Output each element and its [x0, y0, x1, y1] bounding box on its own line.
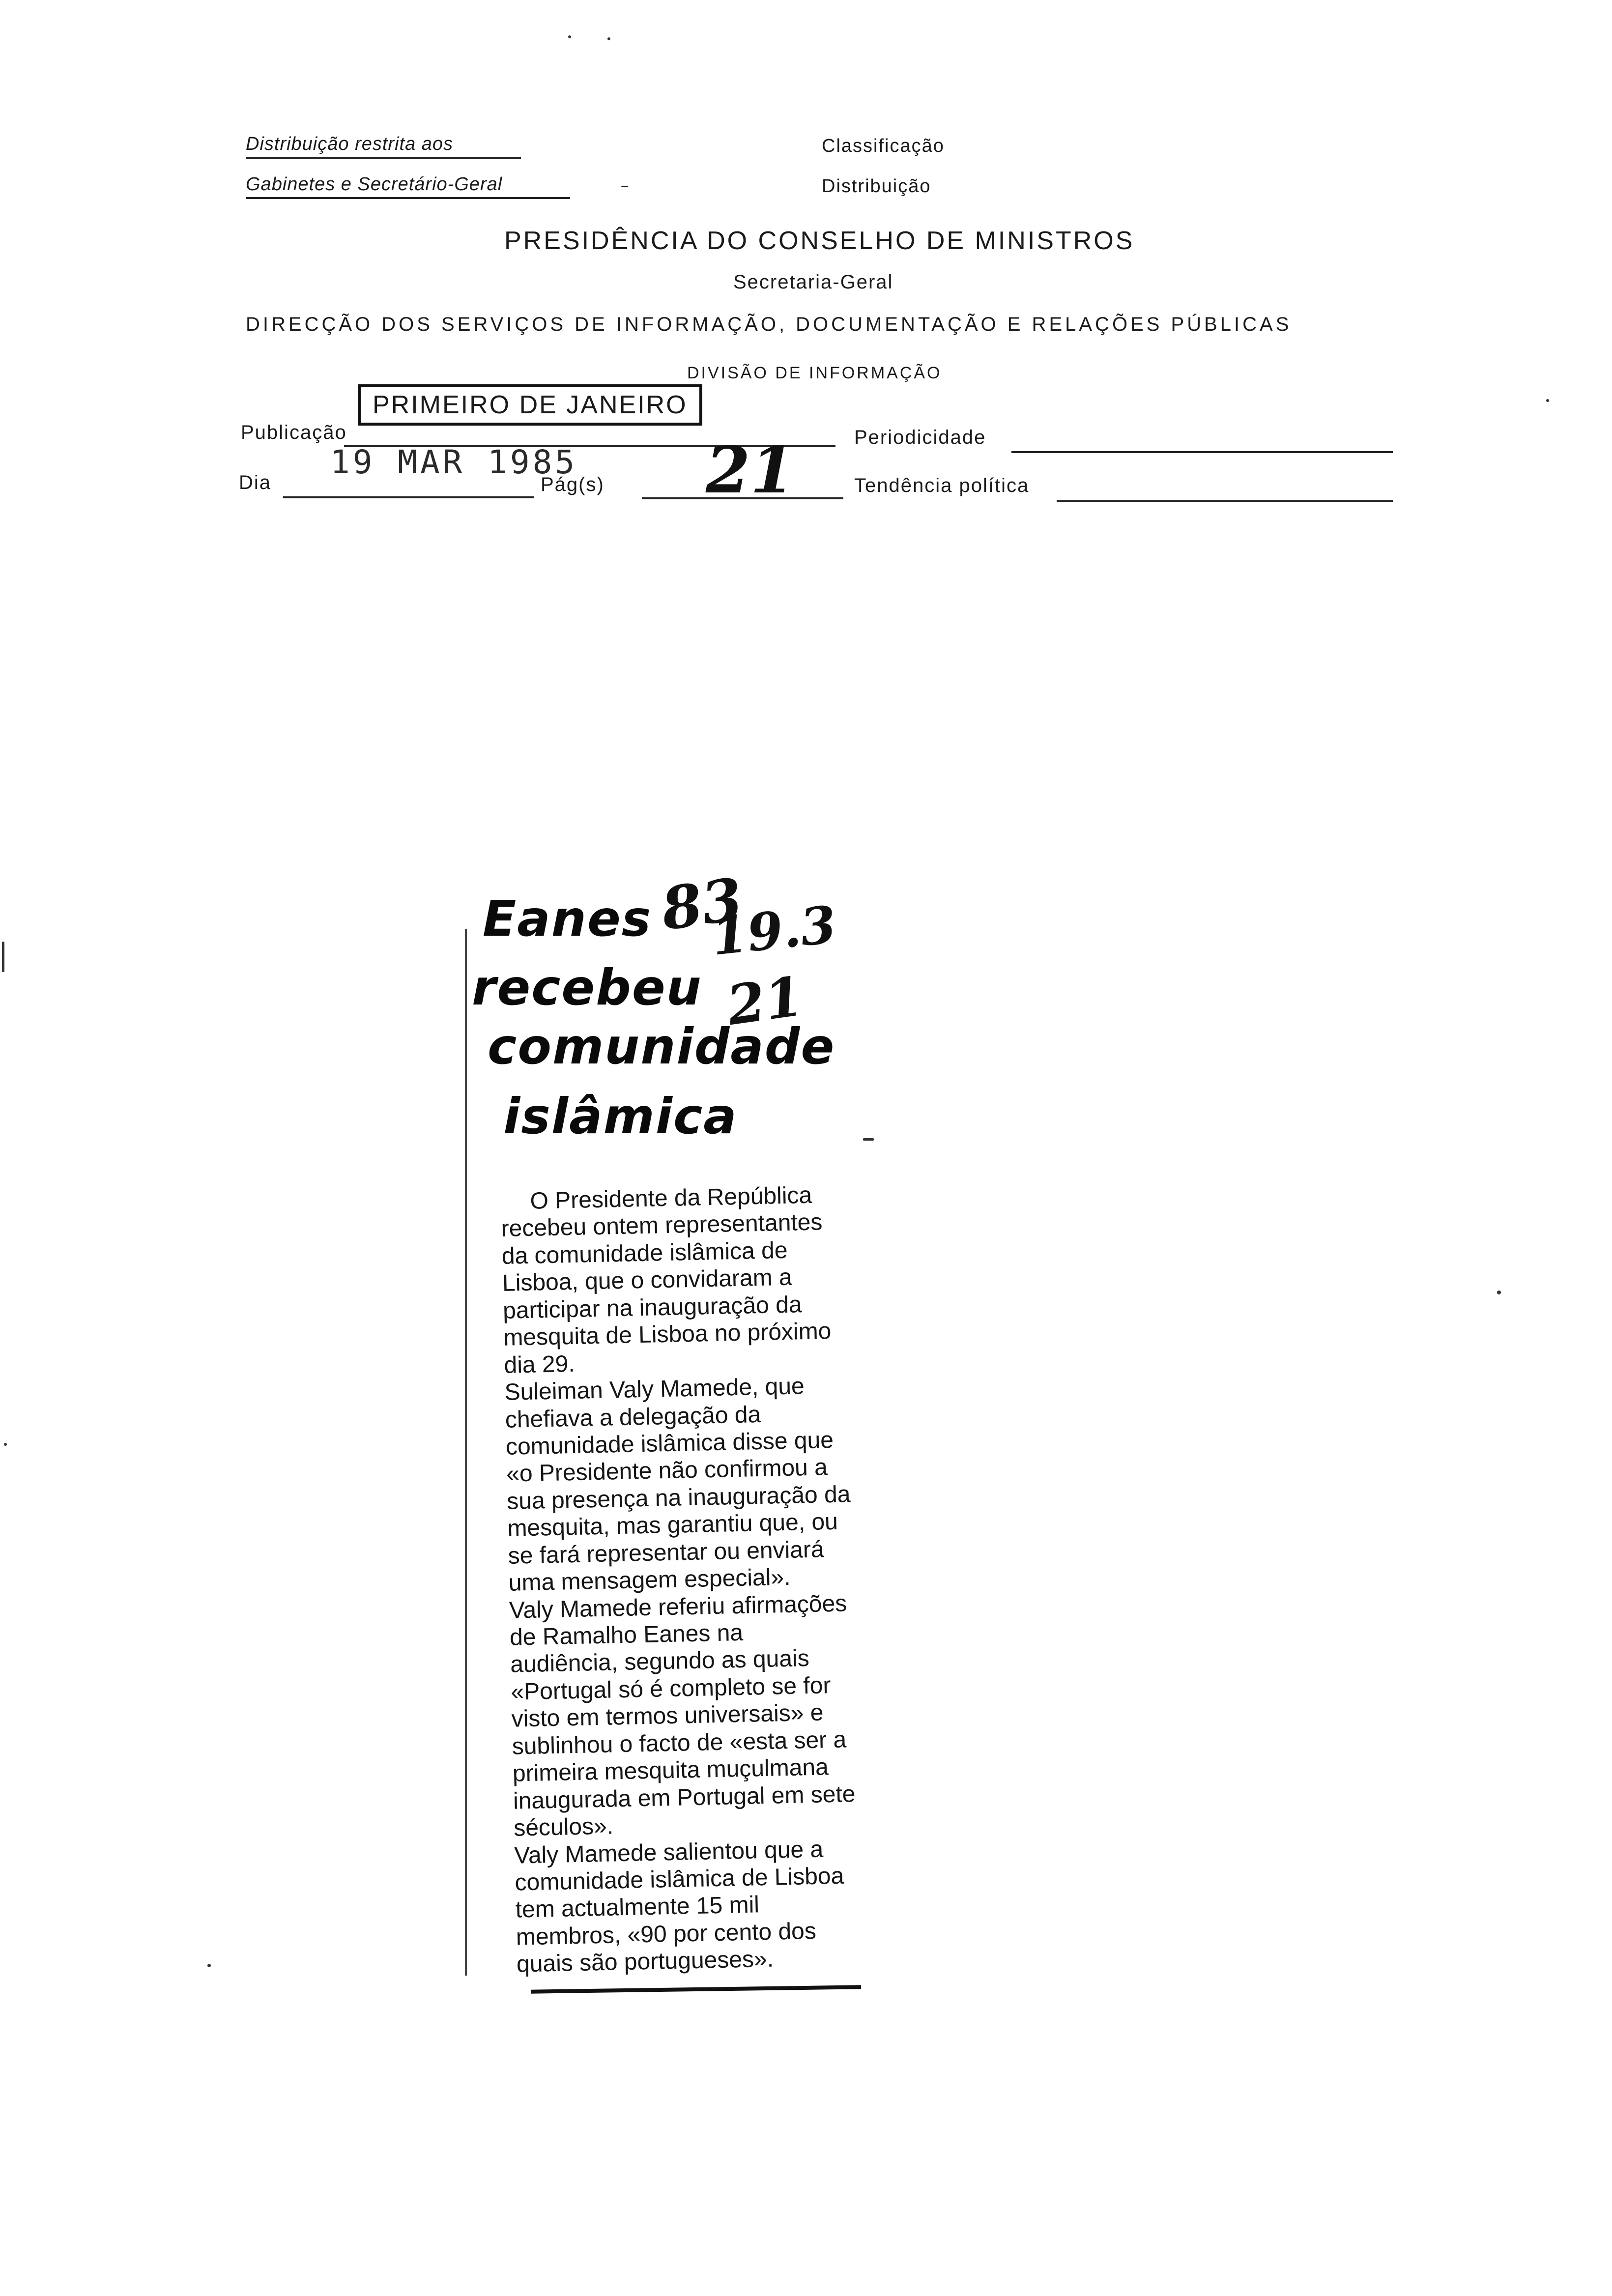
handwritten-annotation-line2: 19.3: [709, 894, 839, 967]
headline-line2: recebeu: [472, 959, 702, 1016]
political-tendency-label: Tendência política: [854, 475, 1030, 496]
classification-label: Classificação: [822, 136, 945, 156]
scan-speck: [1546, 399, 1549, 402]
headline-line4: islâmica: [503, 1088, 738, 1145]
scan-speck: [863, 1138, 874, 1141]
headline-line1: Eanes: [483, 890, 652, 947]
stray-mark-icon: ⁻: [620, 180, 629, 199]
scan-speck: [1497, 1291, 1501, 1294]
pages-label: Pág(s): [541, 474, 604, 495]
scan-speck: [607, 37, 610, 40]
scan-speck: [207, 1964, 211, 1967]
periodicity-field-line: [1011, 451, 1393, 453]
day-field-line: [283, 496, 534, 498]
distribution-restriction-line2: Gabinetes e Secretário-Geral: [246, 174, 570, 199]
pages-handwritten-value: 21: [706, 432, 795, 508]
clipping-left-edge: [465, 929, 467, 1976]
publication-label: Publicação: [241, 422, 347, 443]
distribution-label: Distribuição: [822, 176, 931, 197]
headline-line3: comunidade: [488, 1018, 835, 1075]
date-stamp: 19 MAR 1985: [330, 443, 578, 481]
directorate-title: DIRECÇÃO DOS SERVIÇOS DE INFORMAÇÃO, DOCUMENTAÇÃO E RELAÇÕES PÚBLICAS: [246, 314, 1292, 335]
handwritten-annotation-line1: 83: [657, 864, 747, 944]
periodicity-label: Periodicidade: [854, 427, 986, 448]
secretariat-title: Secretaria-Geral: [733, 271, 893, 293]
publication-stamp: PRIMEIRO DE JANEIRO: [358, 384, 702, 426]
scan-speck: [568, 35, 571, 38]
day-label: Dia: [239, 472, 272, 493]
clipping-bottom-rule: [531, 1985, 861, 1993]
political-tendency-field-line: [1057, 500, 1393, 502]
division-title: DIVISÃO DE INFORMAÇÃO: [687, 364, 942, 382]
distribution-restriction-line1: Distribuição restrita aos: [246, 134, 521, 159]
scan-edge-mark: [2, 942, 4, 972]
scan-speck: [4, 1443, 7, 1446]
handwritten-annotation-line3: 21: [723, 964, 807, 1038]
article-body: O Presidente da República recebeu ontem representantes da comunidade islâmica de Lisboa, que o convidaram a participar na inauguração da mesquita de Lisboa no próximo dia 29. Suleiman Valy Mamede, que chefiava a delegação da comunidade islâmica disse que «o Presidente não confirmou a sua presença na inauguração da mesquita, mas garantiu que, ou se fará representar ou enviará uma mensagem especial». Valy Mamede referiu afirmações de Ramalho Eanes na audiência, segundo as quais «Portugal só é completo se for visto em termos universais» e sublinhou o facto de «esta ser a primeira mesquita muçulmana inaugurada em Portugal em sete séculos». Valy Mamede salientou que a comunidade islâmica de Lisboa tem actualmente 15 mil membros, «90 por cento dos quais são portugueses».: [501, 1182, 856, 1978]
organization-title: PRESIDÊNCIA DO CONSELHO DE MINISTROS: [504, 227, 1135, 255]
